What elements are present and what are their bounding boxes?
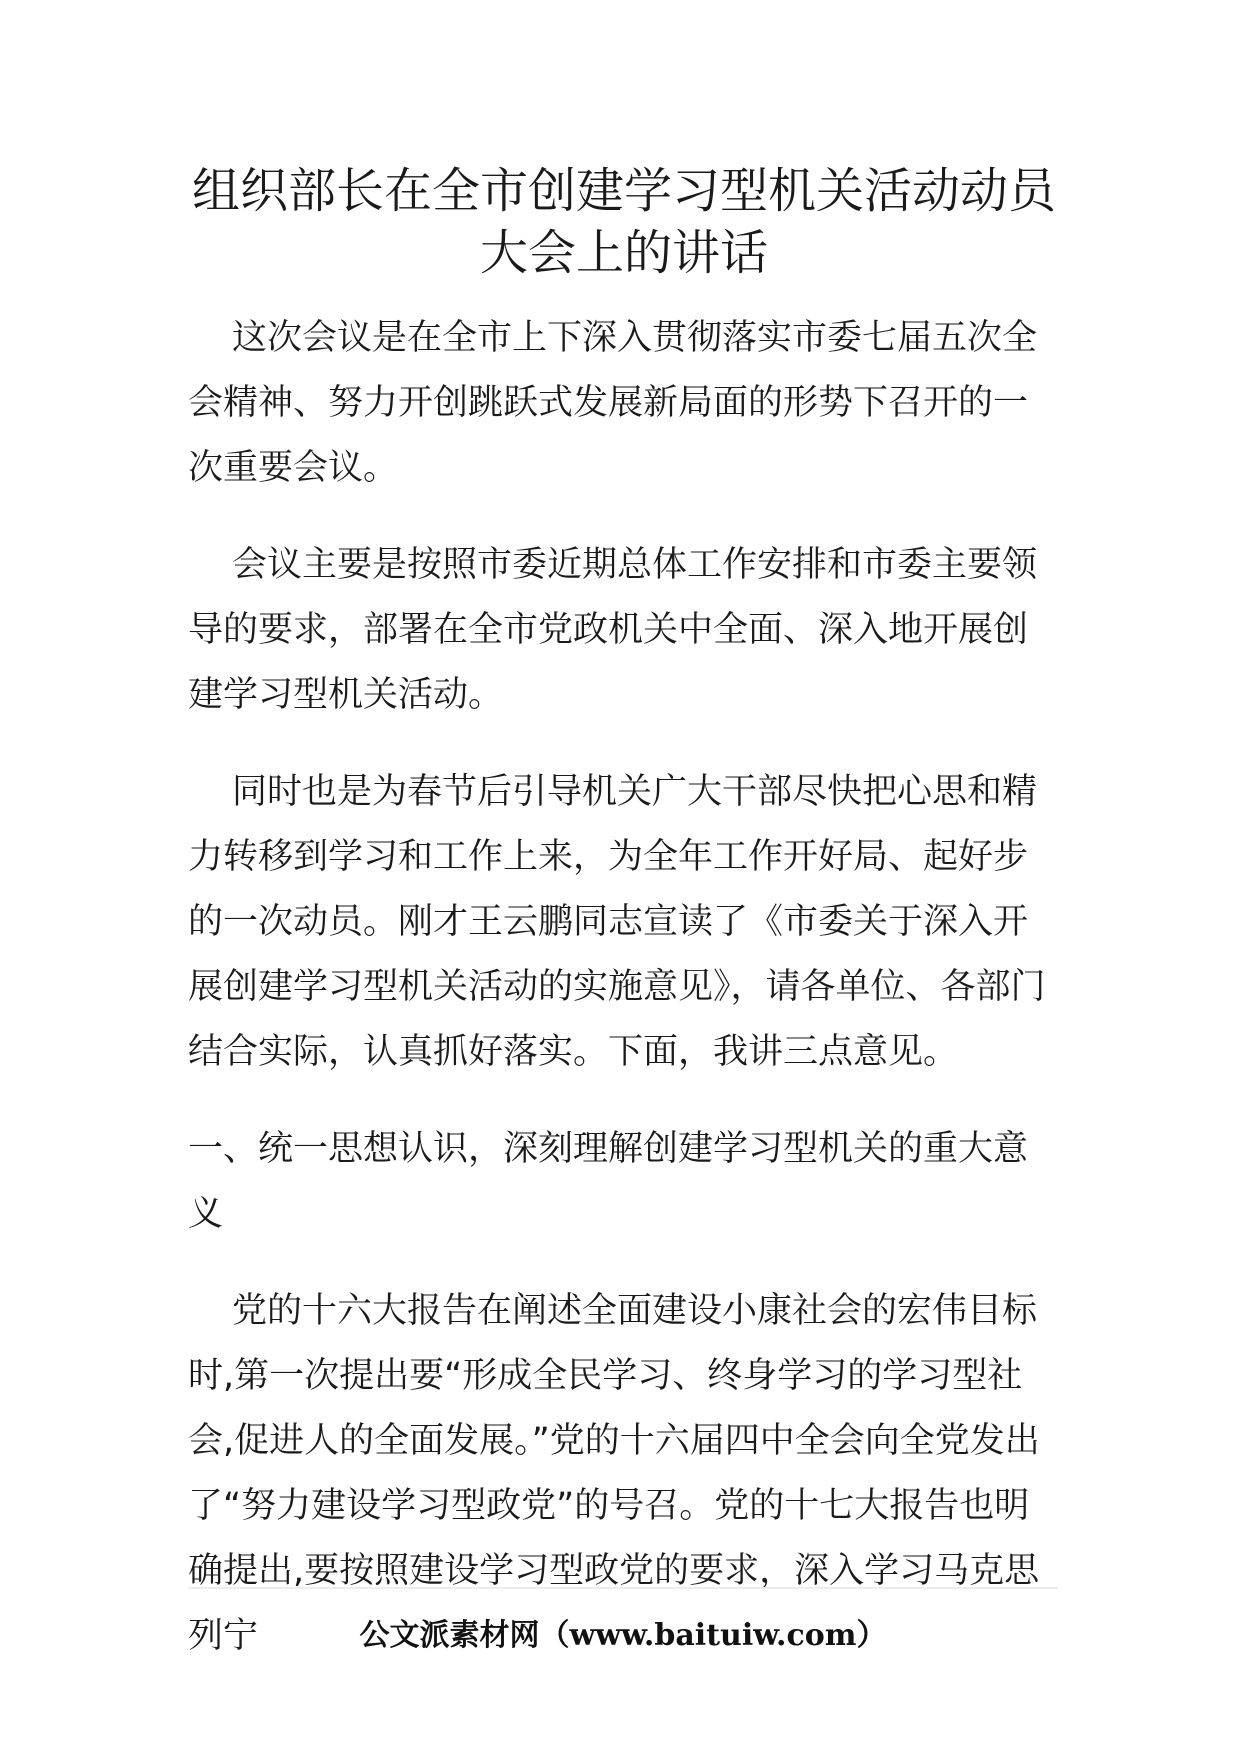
document-body [188,160,1060,1701]
section-paragraph-1: 党的十六大报告在阐述全面建设小康社会的宏伟目标时,第一次提出要“形成全民学习、终身学习的学习型社会,促进人的全面发展。”党的十六届四中全会向全党发出了“努力建设学习型政党”的号召。党的十七大报告也明确提出,要按照建设学习型政党的要求，深入学习马克思列宁 [188,1291,1040,1656]
paragraph-3: 同时也是为春节后引导机关广大干部尽快把心思和精力转移到学习和工作上来，为全年工作开好局、起好步的一次动员。刚才王云鹏同志宣读了《市委关于深入开展创建学习型机关活动的实施意见》，请各单位、各部门结合实际，认真抓好落实。下面，我讲三点意见。 [188,772,1046,1072]
paragraph-1: 这次会议是在全市上下深入贯彻落实市委七届五次全会精神、努力开创跳跃式发展新局面的形势下召开的一次重要会议。 [188,318,1038,488]
document-title [188,160,1060,284]
title-line-2: 大会上的讲话 [479,225,768,281]
section-heading-1: 一、统一思想认识，深刻理解创建学习型机关的重大意义 [188,1129,1029,1234]
paragraph-2: 会议主要是按照市委近期总体工作安排和市委主要领导的要求，部署在全市党政机关中全面、深入地开展创建学习型机关活动。 [188,545,1038,715]
footer-source: 公文派素材网（www.baituiw.com） [359,1618,887,1653]
title-line-1: 组织部长在全市创建学习型机关活动动员 [191,163,1056,219]
footer-divider [188,1587,1058,1589]
